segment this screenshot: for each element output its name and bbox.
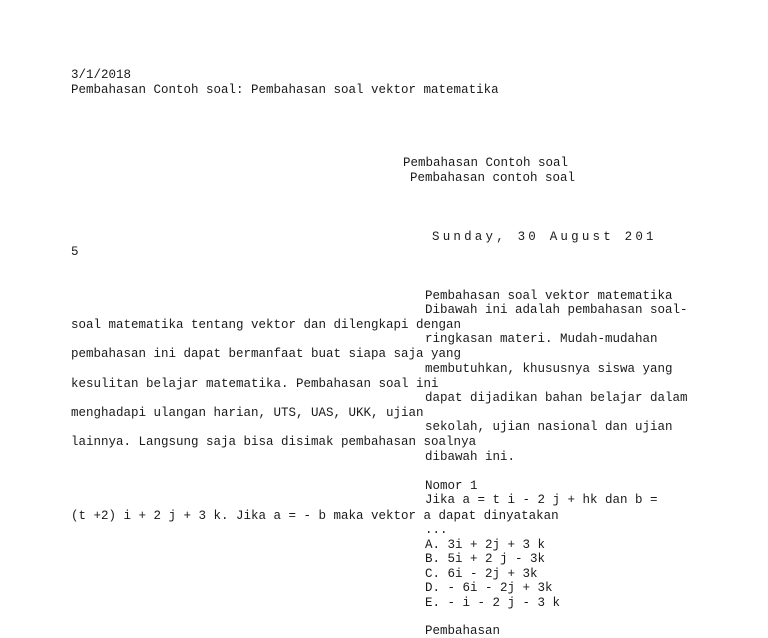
document-title: Pembahasan Contoh soal: Pembahasan soal vektor matematika — [71, 83, 499, 97]
intro-line: ringkasan materi. Mudah-mudahan — [425, 332, 658, 346]
intro-line: menghadapi ulangan harian, UTS, UAS, UKK, ujian — [71, 406, 424, 420]
answer-option: D. - 6i - 2j + 3k — [425, 581, 553, 595]
discussion-heading: Pembahasan — [425, 624, 501, 638]
question-line: ... — [425, 523, 448, 537]
intro-line: pembahasan ini dapat bermanfaat buat siapa saja yang — [71, 347, 462, 361]
post-date-continued: 5 — [71, 245, 79, 259]
answer-option: B. 5i + 2 j - 3k — [425, 552, 546, 566]
intro-line: lainnya. Langsung saja bisa disimak pembahasan soalnya — [71, 435, 477, 449]
blog-description: Pembahasan contoh soal — [410, 171, 576, 185]
question-number: Nomor 1 — [425, 479, 478, 493]
print-date: 3/1/2018 — [71, 68, 132, 82]
intro-line: dibawah ini. — [425, 450, 516, 464]
question-line: Jika a = t i - 2 j + hk dan b = — [425, 493, 658, 507]
answer-option: C. 6i - 2j + 3k — [425, 567, 538, 581]
blog-title: Pembahasan Contoh soal — [403, 156, 569, 170]
answer-option: A. 3i + 2j + 3 k — [425, 538, 546, 552]
question-line: (t +2) i + 2 j + 3 k. Jika a = - b maka vektor a dapat dinyatakan — [71, 509, 559, 523]
intro-line: kesulitan belajar matematika. Pembahasan soal ini — [71, 377, 439, 391]
intro-line: sekolah, ujian nasional dan ujian — [425, 420, 673, 434]
intro-line: dapat dijadikan bahan belajar dalam — [425, 391, 688, 405]
post-date: Sunday, 30 August 201 — [432, 230, 657, 244]
answer-option: E. - i - 2 j - 3 k — [425, 596, 561, 610]
intro-line: membutuhkan, khususnya siswa yang — [425, 362, 673, 376]
post-title: Pembahasan soal vektor matematika — [425, 289, 673, 303]
intro-line: soal matematika tentang vektor dan dilengkapi dengan — [71, 318, 462, 332]
intro-line: Dibawah ini adalah pembahasan soal- — [425, 303, 688, 317]
